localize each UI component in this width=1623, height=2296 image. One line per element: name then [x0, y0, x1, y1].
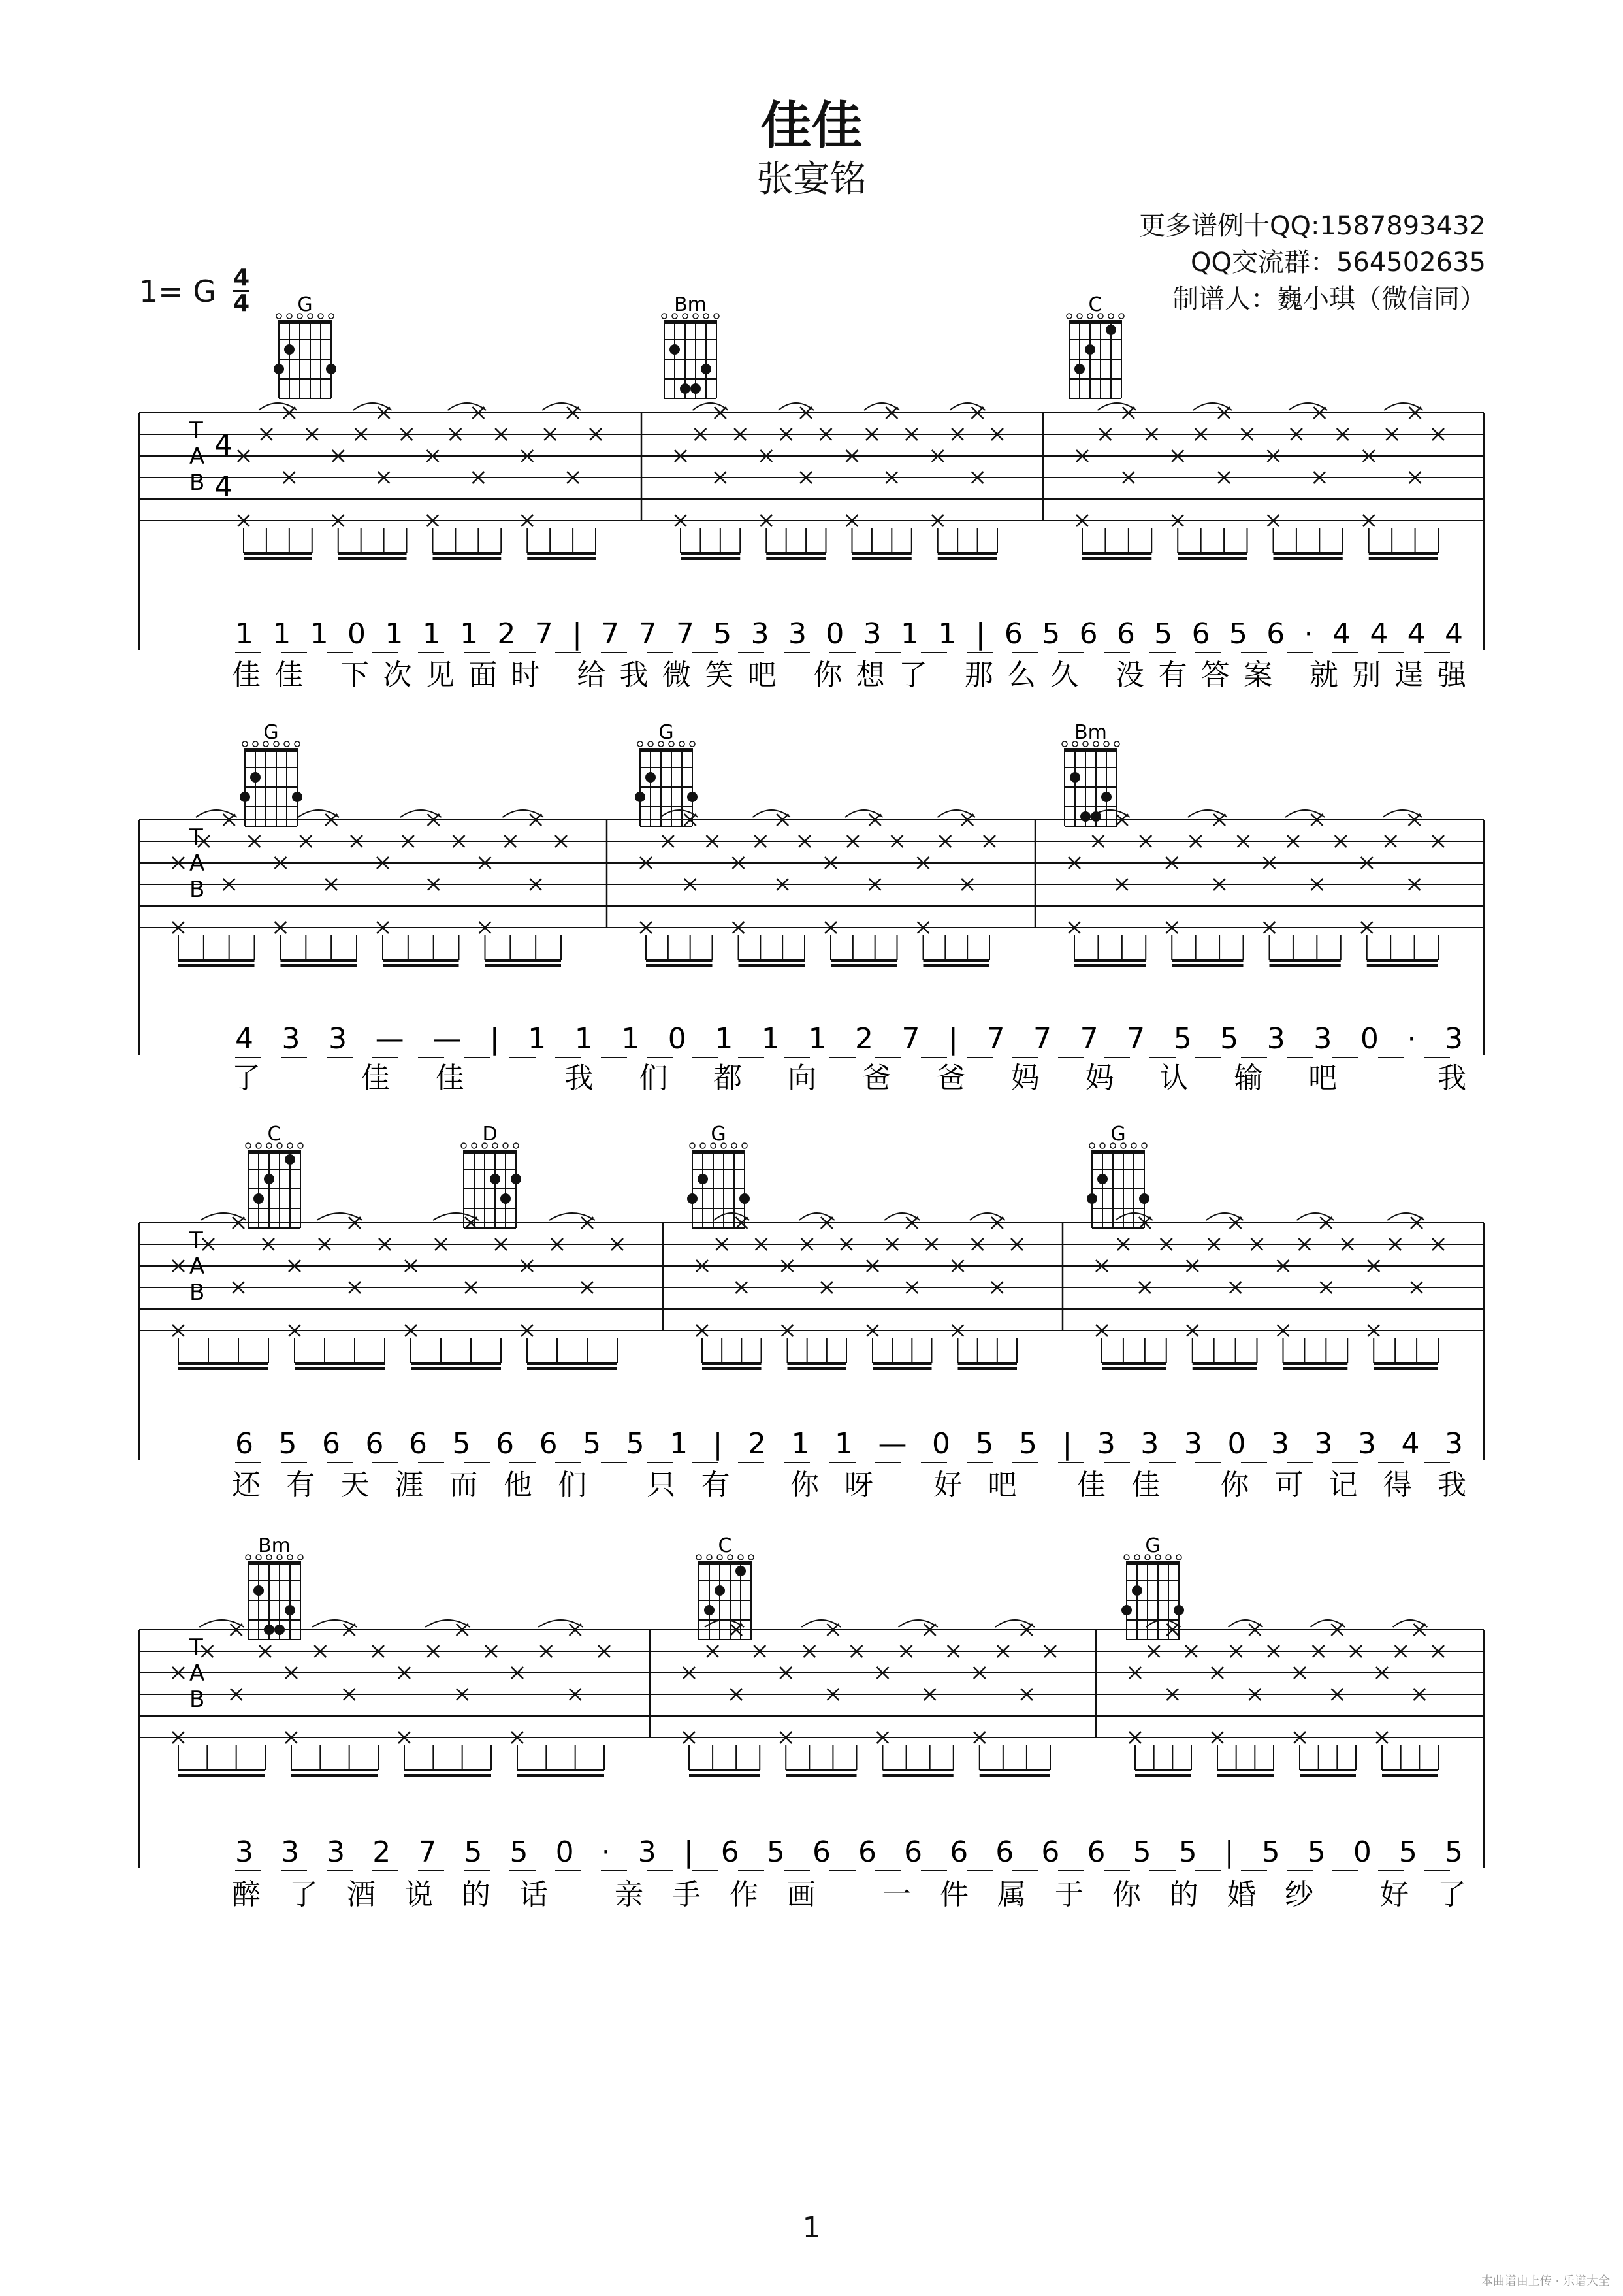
chord-dot — [1074, 364, 1085, 374]
chord-dot — [285, 1154, 295, 1165]
tie-arc — [317, 1213, 362, 1220]
open-string-mark — [696, 1555, 701, 1560]
chord-nut — [692, 1150, 745, 1154]
chord-dot — [511, 1174, 521, 1184]
open-string-mark — [513, 1143, 519, 1148]
chord-name: G — [1145, 1534, 1161, 1557]
lyrics-line: 佳佳 下次见面时 给我微笑吧 你想了 那么久 没有答案 就别逞强 — [232, 658, 1466, 692]
chord-dot — [1132, 1585, 1142, 1596]
chord-name: C — [718, 1534, 732, 1557]
tie-arc — [201, 1213, 246, 1220]
chord-dot — [1097, 1174, 1108, 1184]
open-string-mark — [738, 1555, 743, 1560]
chord-dot — [680, 383, 690, 394]
chord-dot — [687, 792, 698, 802]
open-string-mark — [246, 1143, 251, 1148]
tie-arc — [864, 403, 899, 410]
tab-clef-letter: A — [189, 1253, 205, 1280]
chord-dot — [1106, 325, 1116, 335]
lyrics-line: 醉了酒说的话 亲手作画 一件属于你的婚纱 好了 — [232, 1878, 1466, 1911]
tie-arc — [801, 1620, 841, 1627]
open-string-mark — [700, 1143, 705, 1148]
chord-dot — [1121, 1605, 1132, 1615]
tie-arc — [692, 403, 728, 410]
chord-nut — [279, 320, 331, 324]
open-string-mark — [1142, 1143, 1147, 1148]
chord-dot — [669, 344, 680, 355]
chord-name: Bm — [258, 1534, 291, 1557]
open-string-mark — [1077, 314, 1082, 319]
open-string-mark — [1134, 1555, 1140, 1560]
tie-arc — [549, 1213, 595, 1220]
tie-arc — [1193, 403, 1232, 410]
chord-dot — [715, 1585, 725, 1596]
key-label: 1= G — [139, 273, 217, 309]
chord-nut — [640, 748, 692, 752]
tab-clef-letter: T — [189, 824, 203, 850]
credit-line: 更多谱例十QQ:1587893432 — [1139, 211, 1486, 241]
chord-name: D — [482, 1123, 498, 1146]
open-string-mark — [256, 1143, 261, 1148]
tie-arc — [259, 403, 297, 410]
jianpu-line: 6 5 6 6 6 5 6 6 5 5 1 | 2 1 1 — 0 5 5 | 3 3 3 0 3 3 3 4 3 — [235, 1427, 1464, 1461]
open-string-mark — [284, 741, 289, 747]
chord-name: C — [267, 1123, 281, 1146]
chord-dot — [253, 1193, 264, 1204]
score-system — [139, 721, 1484, 1095]
tie-arc — [400, 810, 442, 817]
tie-arc — [312, 1620, 357, 1627]
open-string-mark — [461, 1143, 466, 1148]
chord-nut — [1069, 320, 1121, 324]
tab-clef-letter: B — [189, 470, 205, 496]
open-string-mark — [714, 314, 719, 319]
chord-nut — [699, 1561, 751, 1565]
tie-arc — [705, 1620, 744, 1627]
lyrics-line: 还有天涯而他们 只有 你呀 好吧 佳佳 你可记得我 — [232, 1468, 1467, 1502]
credit-line: 制谱人：巍小琪（微信同） — [1172, 284, 1486, 314]
tie-arc — [1387, 1213, 1424, 1220]
open-string-mark — [472, 1143, 477, 1148]
open-string-mark — [690, 741, 695, 747]
score-system — [139, 1534, 1484, 1911]
chord-dot — [701, 364, 711, 374]
open-string-mark — [287, 1143, 293, 1148]
score-system — [139, 293, 1484, 692]
chord-dot — [1087, 1193, 1097, 1204]
chord-dot — [1085, 344, 1095, 355]
chord-nut — [664, 320, 716, 324]
tie-arc — [1383, 810, 1422, 817]
open-string-mark — [662, 314, 667, 319]
chord-dot — [704, 1605, 715, 1615]
chord-nut — [245, 748, 297, 752]
tie-arc — [995, 1620, 1035, 1627]
open-string-mark — [1166, 1555, 1171, 1560]
tie-arc — [447, 403, 486, 410]
tie-arc — [1285, 810, 1325, 817]
chord-dot — [687, 1193, 698, 1204]
open-string-mark — [1089, 1143, 1095, 1148]
tie-arc — [899, 1620, 938, 1627]
tab-clef-letter: A — [189, 444, 205, 470]
tab-clef-letter: T — [189, 1227, 203, 1253]
open-string-mark — [707, 1555, 712, 1560]
chord-nut — [1065, 748, 1117, 752]
tie-arc — [970, 1213, 1005, 1220]
jianpu-line: 3 3 3 2 7 5 5 0 · 3 | 6 5 6 6 6 6 6 6 6 5 5 | 5 5 0 5 5 — [235, 1835, 1463, 1869]
tie-arc — [353, 403, 392, 410]
chord-dot — [274, 364, 284, 374]
open-string-mark — [1176, 1555, 1181, 1560]
open-string-mark — [329, 314, 334, 319]
tab-clef-letter: T — [189, 417, 203, 444]
open-string-mark — [1124, 1555, 1129, 1560]
chord-name: Bm — [1074, 721, 1107, 744]
chord-dot — [500, 1193, 511, 1204]
tie-arc — [1188, 810, 1227, 817]
chord-dot — [250, 772, 261, 783]
tab-clef-letter: B — [189, 877, 205, 903]
tab-time-sig: 4 — [214, 470, 233, 504]
chord-nut — [464, 1150, 516, 1154]
chord-dot — [326, 364, 336, 374]
tie-arc — [884, 1213, 920, 1220]
open-string-mark — [503, 1143, 508, 1148]
tab-clef-letter: A — [189, 850, 205, 877]
jianpu-line: 4 3 3 — — | 1 1 1 0 1 1 1 2 7 | 7 7 7 7 5 5 3 3 0 · 3 — [235, 1022, 1463, 1056]
tab-clef-letter: B — [189, 1280, 205, 1306]
chord-name: G — [1110, 1123, 1126, 1146]
chord-name: G — [297, 293, 313, 316]
chord-nut — [1092, 1150, 1144, 1154]
tie-arc — [799, 1213, 835, 1220]
chord-name: G — [263, 721, 279, 744]
chord-dot — [735, 1566, 746, 1576]
open-string-mark — [1067, 314, 1072, 319]
chord-dot — [253, 1585, 264, 1596]
chord-nut — [248, 1561, 300, 1565]
chord-dot — [490, 1174, 500, 1184]
chord-dot — [1174, 1605, 1184, 1615]
open-string-mark — [648, 741, 653, 747]
tie-arc — [752, 810, 790, 817]
open-string-mark — [679, 741, 684, 747]
open-string-mark — [1114, 741, 1119, 747]
chord-dot — [645, 772, 656, 783]
chord-nut — [248, 1150, 300, 1154]
open-string-mark — [1062, 741, 1067, 747]
tie-arc — [937, 810, 975, 817]
tie-arc — [196, 810, 237, 817]
open-string-mark — [1119, 314, 1124, 319]
chord-name: G — [711, 1123, 726, 1146]
chord-name: C — [1088, 293, 1102, 316]
tie-arc — [845, 810, 883, 817]
open-string-mark — [242, 741, 248, 747]
open-string-mark — [731, 1143, 737, 1148]
tie-arc — [950, 403, 985, 410]
chord-name: G — [658, 721, 674, 744]
chord-dot — [284, 344, 295, 355]
watermark: 本曲谱由上传 · 乐谱大全 — [1481, 2274, 1610, 2288]
open-string-mark — [748, 1555, 754, 1560]
tie-arc — [1206, 1213, 1244, 1220]
tie-arc — [425, 1620, 470, 1627]
tab-clef-letter: B — [189, 1687, 205, 1713]
tie-arc — [1289, 403, 1327, 410]
open-string-mark — [1131, 1143, 1136, 1148]
tab-clef-letter: T — [189, 1634, 203, 1660]
chord-nut — [1127, 1561, 1179, 1565]
tie-arc — [538, 1620, 583, 1627]
chord-name: Bm — [674, 293, 707, 316]
chord-dot — [285, 1605, 295, 1615]
open-string-mark — [318, 314, 323, 319]
tie-arc — [502, 810, 543, 817]
tie-arc — [1097, 403, 1136, 410]
open-string-mark — [298, 1143, 303, 1148]
open-string-mark — [295, 741, 300, 747]
tie-arc — [779, 403, 814, 410]
chord-dot — [739, 1193, 750, 1204]
tie-arc — [298, 810, 339, 817]
open-string-mark — [253, 741, 258, 747]
score-system — [139, 1123, 1484, 1502]
song-title: 佳佳 — [760, 97, 863, 155]
tie-arc — [542, 403, 581, 410]
open-string-mark — [742, 1143, 747, 1148]
open-string-mark — [276, 314, 281, 319]
time-sig-top: 4 — [233, 265, 250, 291]
chord-dot — [292, 792, 302, 802]
open-string-mark — [246, 1555, 251, 1560]
page-number: 1 — [802, 2211, 821, 2244]
open-string-mark — [298, 1555, 303, 1560]
chord-dot — [698, 1174, 708, 1184]
time-sig-bottom: 4 — [233, 290, 250, 317]
chord-dot — [1139, 1193, 1149, 1204]
chord-dot — [1101, 792, 1112, 802]
chord-dot — [1070, 772, 1080, 783]
open-string-mark — [637, 741, 643, 747]
tab-time-sig: 4 — [214, 428, 233, 462]
chord-dot — [240, 792, 250, 802]
tie-arc — [433, 1213, 479, 1220]
chord-dot — [264, 1174, 274, 1184]
open-string-mark — [1108, 314, 1114, 319]
jianpu-line: 1 1 1 0 1 1 1 2 7 | 7 7 7 5 3 3 0 3 1 1 | 6 5 6 6 5 6 5 6 · 4 4 4 4 — [235, 617, 1463, 651]
credit-line: QQ交流群：564502635 — [1190, 248, 1486, 278]
tie-arc — [1384, 403, 1422, 410]
lyrics-line: 了 佳佳 我们都向爸爸妈妈认输吧 我 — [232, 1061, 1466, 1095]
open-string-mark — [690, 1143, 695, 1148]
tie-arc — [199, 1620, 244, 1627]
tab-clef-letter: A — [189, 1660, 205, 1687]
tie-arc — [1296, 1213, 1334, 1220]
chord-dot — [635, 792, 645, 802]
open-string-mark — [1100, 1143, 1105, 1148]
chord-dot — [690, 383, 701, 394]
song-artist: 张宴铭 — [756, 158, 867, 201]
open-string-mark — [287, 314, 292, 319]
